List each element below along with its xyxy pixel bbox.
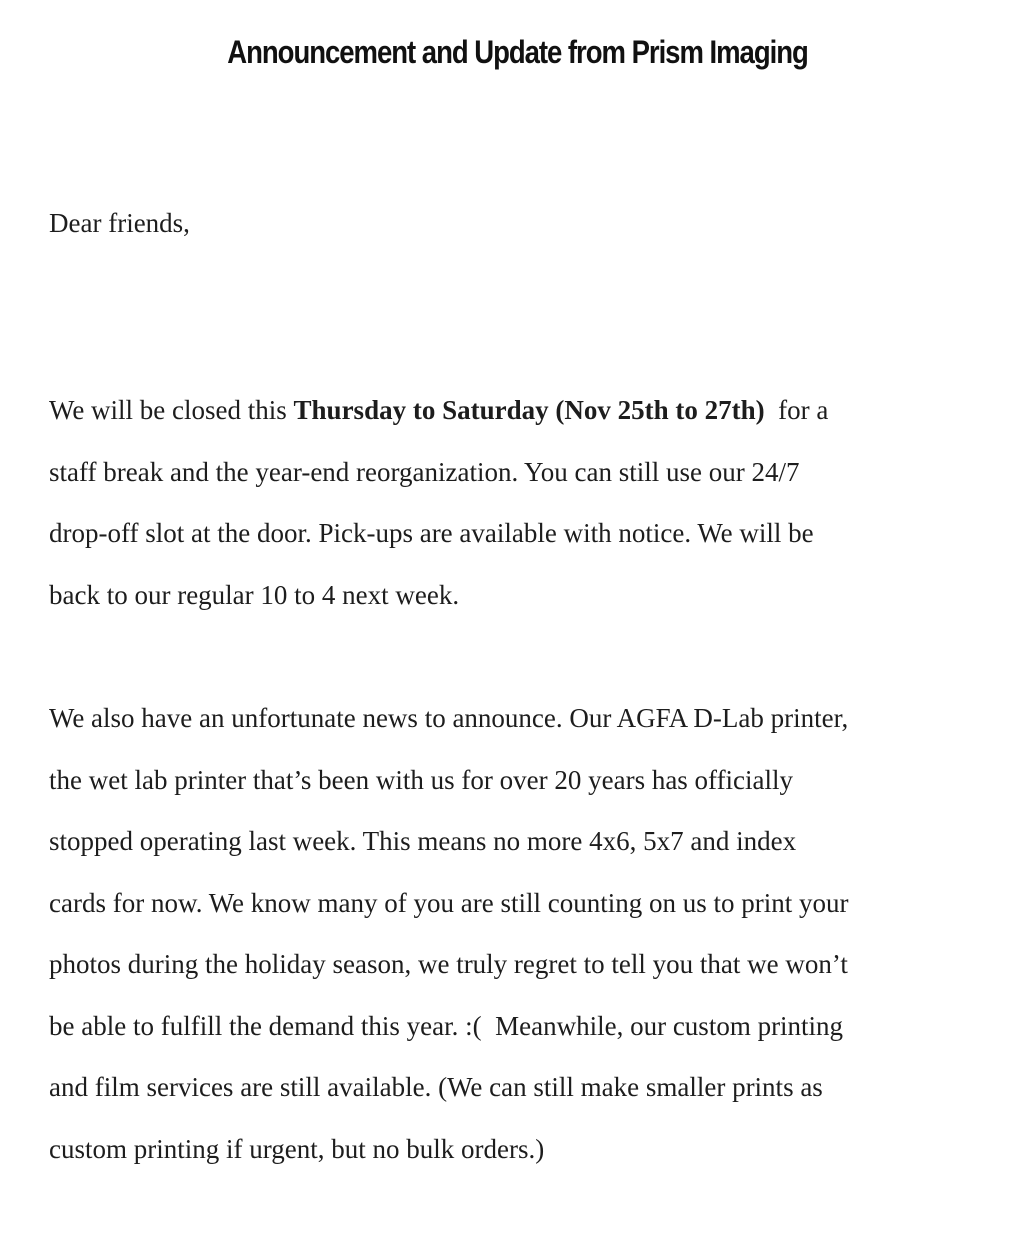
closure-line-2: staff break and the year-end reorganization. You can still use our 24/7 bbox=[49, 456, 800, 487]
closure-line-1-end: for a bbox=[764, 395, 829, 425]
printer-news-line: We also have an unfortunate news to announce. Our AGFA D-Lab printer, bbox=[49, 703, 849, 733]
closure-line-1 bbox=[49, 390, 1009, 452]
page-title: Announcement and Update from Prism Imaging bbox=[227, 34, 808, 70]
printer-news-line: be able to fulfill the demand this year. :( Meanwhile, our custom printing bbox=[49, 1010, 844, 1041]
closure-paragraph bbox=[49, 390, 1009, 636]
printer-news-paragraph bbox=[49, 698, 1009, 1190]
printer-news-line: the wet lab printer that’s been with us for over 20 years has officially bbox=[49, 764, 794, 795]
closure-line-4: back to our regular 10 to 4 next week. bbox=[49, 579, 460, 610]
printer-news-line: photos during the holiday season, we truly regret to tell you that we won’t bbox=[49, 949, 848, 979]
greeting: Dear friends, bbox=[49, 208, 190, 238]
printer-news-line: and film services are still available. (We can still make smaller prints as bbox=[49, 1072, 823, 1102]
closure-dates: Thursday to Saturday (Nov 25th to 27th) bbox=[293, 395, 765, 425]
printer-news-line: stopped operating last week. This means no more 4x6, 5x7 and index bbox=[49, 826, 797, 856]
printer-news-line: custom printing if urgent, but no bulk orders.) bbox=[49, 1133, 545, 1164]
closure-line-3: drop-off slot at the door. Pick-ups are available with notice. We will be bbox=[49, 518, 814, 548]
printer-news-line: cards for now. We know many of you are still counting on us to print your bbox=[49, 887, 849, 918]
closure-line-1-start: We will be closed this bbox=[49, 395, 294, 425]
